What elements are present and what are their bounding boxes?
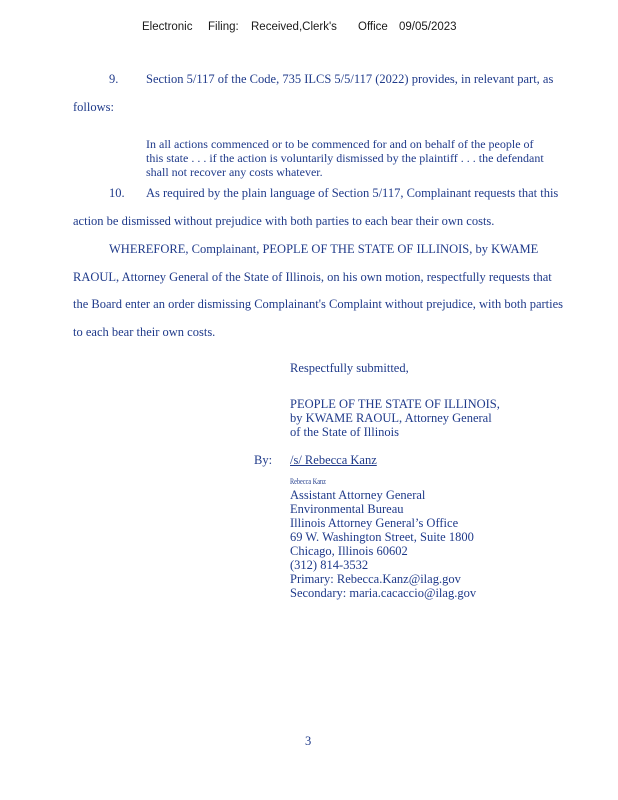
wherefore-line1: WHEREFORE, Complainant, PEOPLE OF THE STATE OF ILLINOIS, by KWAME — [109, 242, 539, 256]
signer-city: Chicago, Illinois 60602 — [290, 544, 408, 558]
party-line3: of the State of Illinois — [290, 425, 400, 439]
signer-bureau: Environmental Bureau — [290, 502, 404, 516]
party-line1: PEOPLE OF THE STATE OF ILLINOIS, — [290, 397, 500, 411]
header-received: Received,Clerk's — [251, 21, 337, 33]
closing-text: Respectfully submitted, — [290, 361, 409, 375]
header-office: Office — [358, 21, 388, 33]
para9-line1: Section 5/117 of the Code, 735 ILCS 5/5/117 (2022) provides, in relevant part, as — [146, 72, 554, 86]
header-date: 09/05/2023 — [399, 21, 457, 33]
header-filing: Filing: — [208, 21, 239, 33]
signer-street: 69 W. Washington Street, Suite 1800 — [290, 530, 474, 544]
primary-email[interactable]: Primary: Rebecca.Kanz@ilag.gov — [290, 572, 461, 586]
signer-title: Assistant Attorney General — [290, 488, 426, 502]
script-signature: Rebecca Kanz — [290, 477, 326, 486]
para9-number: 9. — [109, 72, 119, 86]
wherefore-line3: the Board enter an order dismissing Complainant's Complaint without prejudice, with both parties — [73, 297, 564, 311]
para10-line1: As required by the plain language of Section 5/117, Complainant requests that this — [146, 186, 559, 200]
quote-line3: shall not recover any costs whatever. — [146, 165, 323, 179]
secondary-email[interactable]: Secondary: maria.cacaccio@ilag.gov — [290, 586, 477, 600]
wherefore-line4: to each bear their own costs. — [73, 325, 216, 339]
quote-line2: this state . . . if the action is voluntarily dismissed by the plaintiff . . . the defendant — [146, 151, 544, 165]
by-label: By: — [254, 453, 273, 467]
signer-phone: (312) 814-3532 — [290, 558, 369, 572]
header-electronic: Electronic — [142, 21, 193, 33]
electronic-signature: /s/ Rebecca Kanz — [290, 453, 377, 467]
para10-number: 10. — [109, 186, 125, 200]
signer-office: Illinois Attorney General’s Office — [290, 516, 459, 530]
page-number: 3 — [305, 734, 312, 748]
para9-line2: follows: — [73, 100, 114, 114]
party-line2: by KWAME RAOUL, Attorney General — [290, 411, 492, 425]
wherefore-line2: RAOUL, Attorney General of the State of Illinois, on his own motion, respectfully requests that — [73, 270, 552, 284]
para10-line2: action be dismissed without prejudice with both parties to each bear their own costs. — [73, 214, 495, 228]
quote-line1: In all actions commenced or to be commenced for and on behalf of the people of — [146, 137, 534, 151]
